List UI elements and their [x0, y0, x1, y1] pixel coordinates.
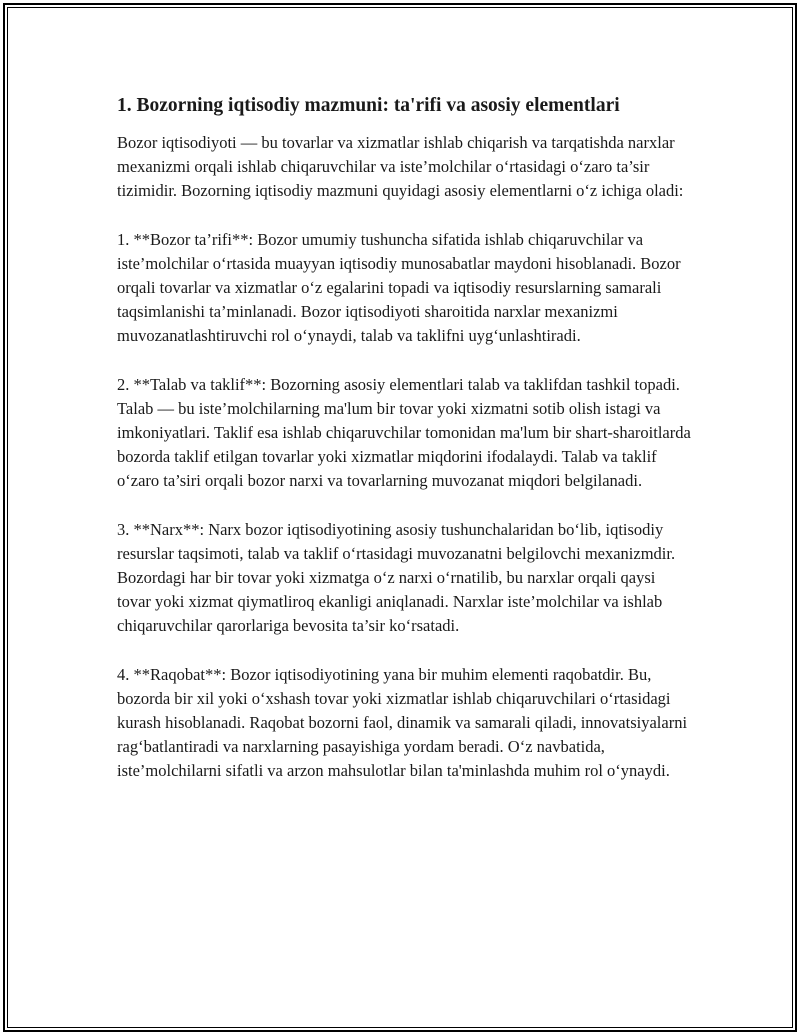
paragraph-bozor-tarifi: 1. **Bozor ta’rifi**: Bozor umumiy tushuncha sifatida ishlab chiqaruvchilar va iste’molchilar o‘rtasida muayyan iqtisodiy munosabatlar maydoni hisoblanadi. Bozor orqali tovarlar va xizmatlar o‘z egalarini topadi va iqtisodiy resurslarning samarali taqsimlanishi ta’minlanadi. Bozor iqtisodiyoti sharoitida narxlar mexanizmi muvozanatlashtiruvchi rol o‘ynaydi, talab va taklifni uyg‘unlashtiradi.: [117, 229, 681, 346]
paragraph-raqobat: 4. **Raqobat**: Bozor iqtisodiyotining yana bir muhim elementi raqobatdir. Bu, bozorda bir xil yoki o‘xshash tovar yoki xizmatlar ishlab chiqaruvchilari o‘rtasidagi kurash hisoblanadi. Raqobat bozorni faol, dinamik va samarali qiladi, innovatsiyalarni rag‘batlantiradi va narxlarning pasayishiga yordam beradi. O‘z navbatida, iste’molchilarni sifatli va arzon mahsulotlar bilan ta'minlashda muhim rol o‘ynaydi.: [117, 664, 688, 781]
paragraph-narx: 3. **Narx**: Narx bozor iqtisodiyotining asosiy tushunchalaridan bo‘lib, iqtisodiy resurslar taqsimoti, talab va taklif o‘rtasidagi muvozanatni belgilovchi mexanizmdir. Bozordagi har bir tovar yoki xizmatga o‘z narxi o‘rnatilib, bu narxlar orqali qaysi tovar yoki xizmat qiymatliroq ekanligi aniqlanadi. Narxlar iste’molchilar va ishlab chiqaruvchilar qarorlariga bevosita ta’sir ko‘rsatadi.: [117, 519, 676, 636]
section-heading: 1. Bozorning iqtisodiy mazmuni: ta'rifi va asosiy elementlari: [117, 95, 620, 116]
intro-paragraph: Bozor iqtisodiyoti — bu tovarlar va xizmatlar ishlab chiqarish va tarqatishda narxlar mexanizmi orqali ishlab chiqaruvchilar va iste’molchilar o‘rtasidagi o‘zaro ta’sir tizimidir. Bozorning iqtisodiy mazmuni quyidagi asosiy elementlarni o‘z ichiga oladi:: [117, 133, 684, 201]
paragraph-talab-va-taklif: 2. **Talab va taklif**: Bozorning asosiy elementlari talab va taklifdan tashkil topadi. Talab — bu iste’molchilarning ma'lum bir tovar yoki xizmatni sotib olish istagi va imkoniyatlari. Taklif esa ishlab chiqaruvchilar tomonidan ma'lum bir shart-sharoitlarda bozorda taklif etilgan tovarlar yoki xizmatlar miqdorini ifodalaydi. Talab va taklif o‘zaro ta’siri orqali bozor narxi va tovarlarning muvozanat miqdori belgilanadi.: [117, 374, 691, 491]
document-body: [117, 93, 692, 808]
